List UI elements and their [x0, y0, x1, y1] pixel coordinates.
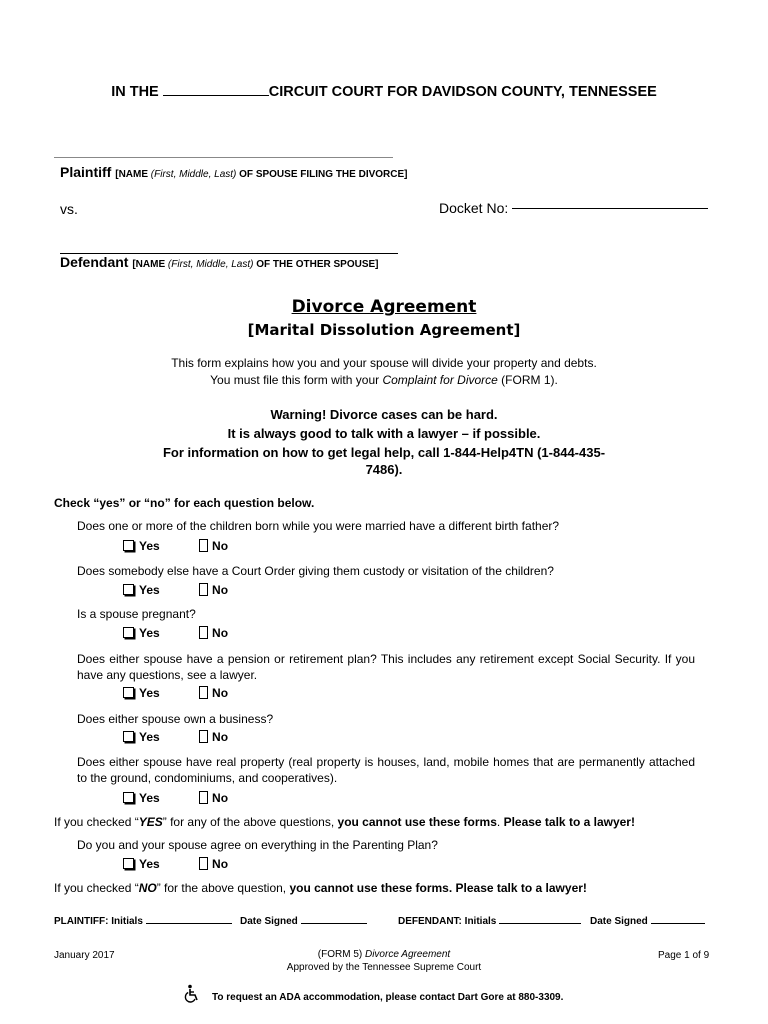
no-label: No	[212, 791, 229, 805]
no-option[interactable]	[199, 686, 228, 700]
plaintiff-initials-label: PLAINTIFF: Initials	[54, 916, 143, 927]
answer-row-5	[123, 730, 228, 744]
plaintiff-note-c: OF SPOUSE FILING THE DIVORCE]	[236, 169, 408, 180]
no-option[interactable]	[199, 583, 228, 597]
warning-line-1: Warning! Divorce cases can be hard.	[270, 407, 498, 422]
footer-form-name	[0, 949, 768, 960]
answer-row-3	[123, 626, 228, 640]
question-2: Does somebody else have a Court Order giving them custody or visitation of the children?	[77, 564, 554, 578]
no-label: No	[212, 583, 229, 597]
answer-row-4	[123, 686, 228, 700]
yes-warning	[54, 815, 635, 829]
versus-label: vs.	[60, 201, 78, 217]
yes-warning-d: you cannot use these forms	[337, 815, 497, 829]
question-6: Does either spouse have real property (real property is houses, land, mobile homes that are permanently attached to the ground, condominiums, and cooperatives).	[77, 755, 695, 785]
no-label: No	[212, 539, 229, 553]
defendant-date-line[interactable]	[651, 913, 705, 924]
no-warning-a: If you checked “	[54, 881, 139, 895]
yes-label: Yes	[139, 730, 160, 744]
defendant-date-label: Date Signed	[590, 916, 648, 927]
plaintiff-date-line[interactable]	[301, 913, 367, 924]
no-option[interactable]	[199, 730, 228, 744]
question-7: Do you and your spouse agree on everything in the Parenting Plan?	[77, 838, 438, 852]
no-label: No	[212, 730, 229, 744]
intro-line-1: This form explains how you and your spouse will divide your property and debts.	[171, 356, 597, 370]
document-subtitle: [Marital Dissolution Agreement]	[247, 321, 521, 339]
intro-form-name: Complaint for Divorce	[382, 373, 498, 387]
plaintiff-label: Plaintiff	[60, 164, 112, 180]
yes-label: Yes	[139, 857, 160, 871]
defendant-note	[132, 259, 378, 270]
intro-line-2-c: (FORM 1).	[497, 373, 558, 387]
no-option[interactable]	[199, 857, 228, 871]
plaintiff-note	[115, 169, 407, 180]
yes-warning-c: ” for any of the above questions,	[162, 815, 338, 829]
yes-option[interactable]	[123, 791, 160, 805]
yes-option[interactable]	[123, 686, 160, 700]
answer-row-6	[123, 791, 228, 805]
document-title: Divorce Agreement	[291, 297, 477, 317]
question-3: Is a spouse pregnant?	[77, 607, 196, 621]
defendant-initials	[398, 913, 581, 927]
answer-row-2	[123, 583, 228, 597]
warning-line-3: For information on how to get legal help, call 1-844-Help4TN (1-844-435-	[162, 445, 606, 460]
defendant-note-a: [NAME	[132, 259, 168, 270]
plaintiff-field	[60, 164, 408, 180]
yes-option[interactable]	[123, 857, 160, 871]
no-option[interactable]	[199, 791, 228, 805]
question-5: Does either spouse own a business?	[77, 712, 274, 726]
court-prefix: IN THE	[111, 84, 159, 100]
no-warning-c: ” for the above question,	[156, 881, 290, 895]
defendant-note-b: (First, Middle, Last)	[167, 259, 254, 270]
yes-option[interactable]	[123, 583, 160, 597]
page-number: Page 1 of 9	[658, 950, 710, 961]
checkbox-icon[interactable]	[199, 583, 208, 596]
yes-warning-f: Please talk to a lawyer!	[503, 815, 635, 829]
question-4: Does either spouse have a pension or retirement plan? This includes any retirement except Social Security. If you have any questions, see a lawyer.	[77, 652, 695, 682]
yes-option[interactable]	[123, 539, 160, 553]
footer-form-title: Divorce Agreement	[364, 949, 451, 960]
checkbox-icon[interactable]	[199, 686, 208, 699]
checkbox-icon[interactable]	[123, 858, 134, 869]
court-suffix: CIRCUIT COURT FOR DAVIDSON COUNTY, TENNESSEE	[268, 84, 657, 100]
yes-warning-keyword: YES	[138, 815, 163, 829]
answer-row-7	[123, 857, 228, 871]
checkbox-icon[interactable]	[123, 687, 134, 698]
yes-option[interactable]	[123, 626, 160, 640]
docket-number-line	[512, 208, 708, 209]
warning-line-2: It is always good to talk with a lawyer – if possible.	[227, 426, 541, 441]
defendant-initials-line[interactable]	[499, 913, 581, 924]
yes-label: Yes	[139, 686, 160, 700]
no-option[interactable]	[199, 539, 228, 553]
warning-line-4: 7486).	[365, 462, 403, 477]
yes-label: Yes	[139, 791, 160, 805]
county-blank	[163, 83, 269, 96]
checkbox-icon[interactable]	[123, 792, 134, 803]
checkbox-icon[interactable]	[199, 791, 208, 804]
plaintiff-note-a: [NAME	[115, 169, 151, 180]
no-label: No	[212, 686, 229, 700]
no-warning-d: you cannot use these forms. Please talk to a lawyer!	[289, 881, 587, 895]
no-warning-keyword: NO	[138, 881, 157, 895]
footer-approval: Approved by the Tennessee Supreme Court	[286, 962, 482, 973]
checkbox-icon[interactable]	[123, 731, 134, 742]
ada-notice: To request an ADA accommodation, please contact Dart Gore at 880-3309.	[212, 992, 564, 1003]
intro-line-2-a: You must file this form with your	[210, 373, 383, 387]
wheelchair-icon	[184, 984, 202, 1004]
defendant-initials-label: DEFENDANT: Initials	[398, 916, 497, 927]
yes-option[interactable]	[123, 730, 160, 744]
yes-label: Yes	[139, 539, 160, 553]
checkbox-icon[interactable]	[123, 584, 134, 595]
checkbox-icon[interactable]	[123, 627, 134, 638]
yes-label: Yes	[139, 626, 160, 640]
plaintiff-date	[240, 913, 367, 927]
checkbox-icon[interactable]	[199, 539, 208, 552]
check-instructions: Check “yes” or “no” for each question below.	[54, 496, 315, 510]
intro-line-2	[0, 373, 768, 387]
docket-label: Docket No:	[439, 200, 509, 216]
footer-date: January 2017	[54, 950, 115, 961]
defendant-field	[60, 254, 379, 270]
plaintiff-name-line	[54, 157, 393, 158]
checkbox-icon[interactable]	[199, 857, 208, 870]
no-label: No	[212, 626, 229, 640]
question-1: Does one or more of the children born while you were married have a different birth father?	[77, 519, 560, 533]
checkbox-icon[interactable]	[199, 626, 208, 639]
defendant-note-c: OF THE OTHER SPOUSE]	[253, 259, 379, 270]
plaintiff-note-b: (First, Middle, Last)	[150, 169, 237, 180]
checkbox-icon[interactable]	[123, 540, 134, 551]
plaintiff-date-label: Date Signed	[240, 916, 298, 927]
yes-warning-a: If you checked “	[54, 815, 139, 829]
no-option[interactable]	[199, 626, 228, 640]
defendant-label: Defendant	[60, 254, 129, 270]
yes-label: Yes	[139, 583, 160, 597]
court-heading	[0, 83, 768, 100]
defendant-date	[590, 913, 705, 927]
plaintiff-initials-line[interactable]	[146, 913, 232, 924]
answer-row-1	[123, 539, 228, 553]
yes-warning-e: .	[496, 815, 504, 829]
footer-form-number: (FORM 5)	[317, 949, 365, 960]
checkbox-icon[interactable]	[199, 730, 208, 743]
no-label: No	[212, 857, 229, 871]
no-warning	[54, 881, 587, 895]
plaintiff-initials	[54, 913, 232, 927]
